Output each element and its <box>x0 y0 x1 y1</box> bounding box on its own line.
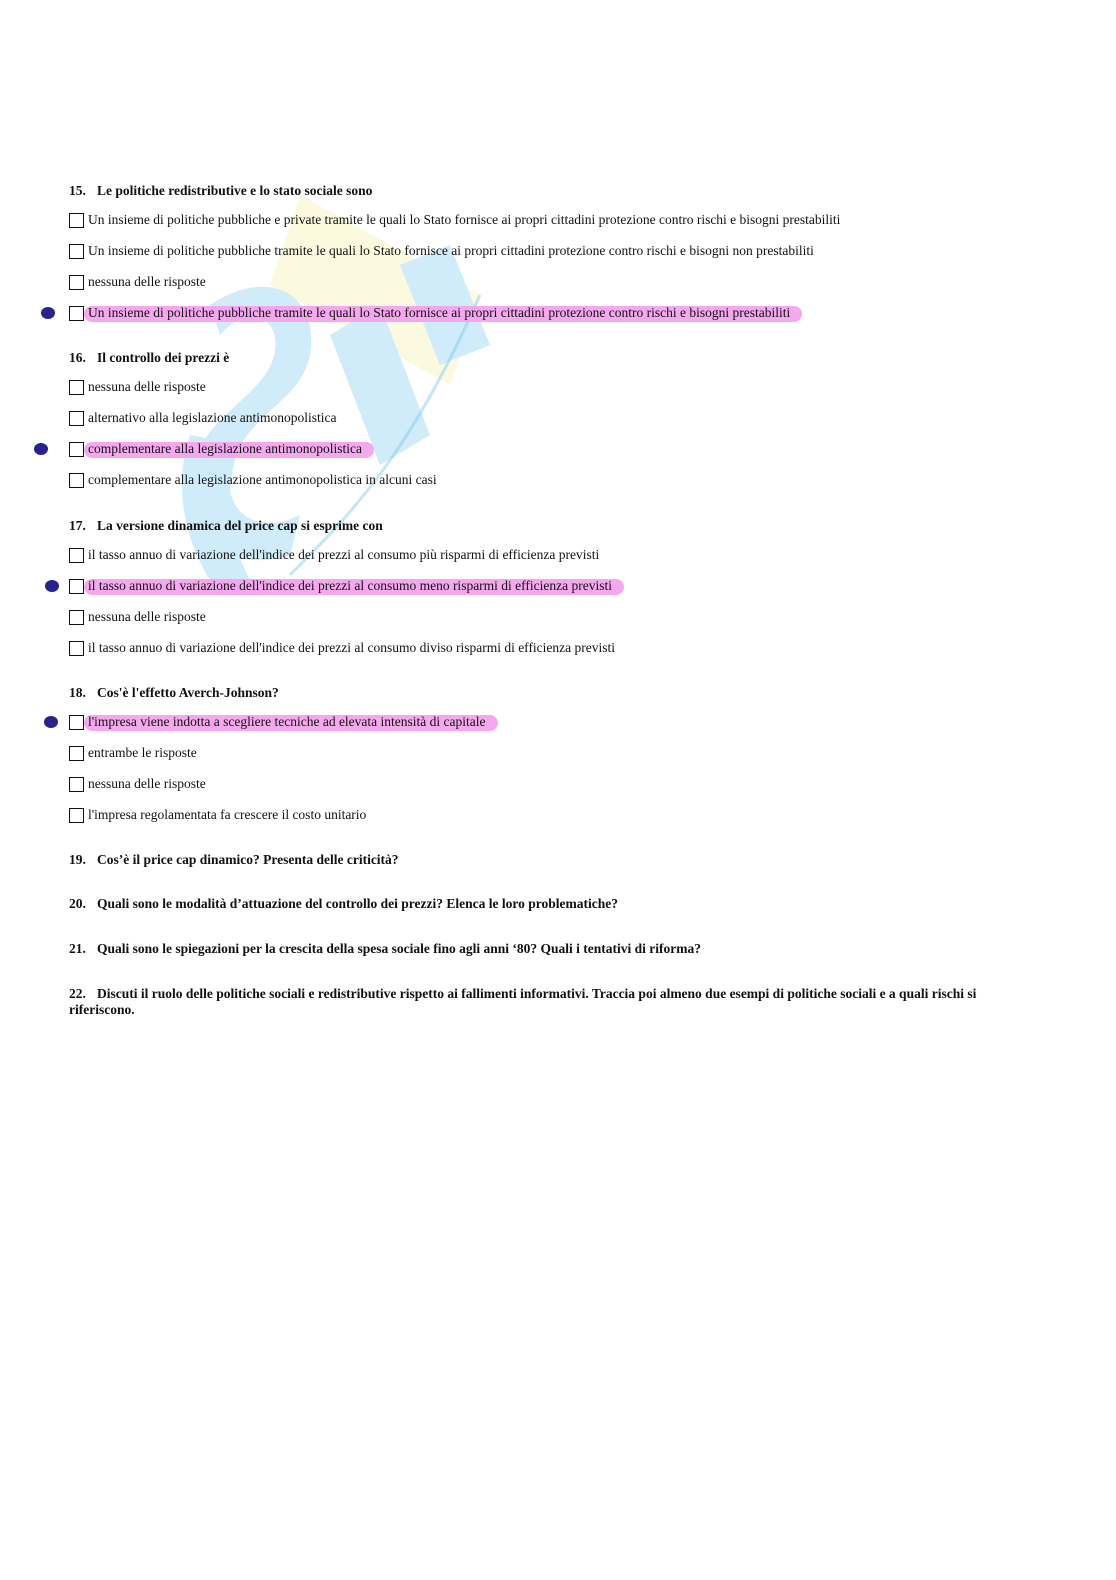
answer-option-label: Un insieme di politiche pubbliche tramite le quali lo Stato fornisce ai propri cittadini protezione contro rischi e bisogni non prestabiliti <box>88 243 814 258</box>
answer-option[interactable] <box>69 304 800 322</box>
answer-option-label: nessuna delle risposte <box>88 609 206 624</box>
answer-checkbox[interactable] <box>69 808 84 823</box>
question-number: 17. <box>69 518 86 533</box>
question-text: La versione dinamica del price cap si esprime con <box>97 518 383 533</box>
answer-option[interactable] <box>69 639 625 657</box>
answer-option[interactable] <box>69 713 496 731</box>
answer-checkbox[interactable] <box>69 473 84 488</box>
answer-option[interactable] <box>69 744 207 762</box>
question-text: Il controllo dei prezzi è <box>97 350 230 365</box>
answer-option[interactable] <box>69 577 622 595</box>
answer-option-label: nessuna delle risposte <box>88 274 206 289</box>
open-question <box>69 852 399 868</box>
question-number: 16. <box>69 350 86 365</box>
question-title <box>69 183 372 199</box>
answer-checkbox[interactable] <box>69 641 84 656</box>
answer-option-label: complementare alla legislazione antimonopolistica in alcuni casi <box>88 472 437 487</box>
answer-option[interactable] <box>69 211 850 229</box>
answer-checkbox[interactable] <box>69 548 84 563</box>
answer-checkbox[interactable] <box>69 380 84 395</box>
answer-option[interactable] <box>69 471 447 489</box>
question-number: 18. <box>69 685 86 700</box>
answer-option[interactable] <box>69 440 372 458</box>
question-text: Quali sono le spiegazioni per la crescita della spesa sociale fino agli anni ‘80? Quali i tentativi di riforma? <box>97 941 701 956</box>
answer-option[interactable] <box>69 409 347 427</box>
open-question <box>69 896 618 912</box>
answer-checkbox[interactable] <box>69 411 84 426</box>
answer-option-label: nessuna delle risposte <box>88 776 206 791</box>
answer-option-label: il tasso annuo di variazione dell'indice dei prezzi al consumo diviso risparmi di efficienza previsti <box>88 640 616 655</box>
answer-checkbox[interactable] <box>69 777 84 792</box>
answer-option-label: complementare alla legislazione antimonopolistica <box>88 441 372 457</box>
answer-option-label: il tasso annuo di variazione dell'indice dei prezzi al consumo più risparmi di efficienza previsti <box>88 547 600 562</box>
answer-option[interactable] <box>69 608 216 626</box>
question-text: Quali sono le modalità d’attuazione del controllo dei prezzi? Elenca le loro problematiche? <box>97 896 618 911</box>
answer-option-label: nessuna delle risposte <box>88 379 206 394</box>
open-question <box>69 986 1029 1018</box>
answer-checkbox[interactable] <box>69 715 84 730</box>
question-title <box>69 350 229 366</box>
answer-checkbox[interactable] <box>69 244 84 259</box>
selected-answer-marker <box>45 580 59 592</box>
question-text: Discuti il ruolo delle politiche sociali e redistributive rispetto ai fallimenti informativi. Traccia poi almeno due esempi di politiche sociali e a quali rischi si riferiscono. <box>69 986 977 1017</box>
answer-option-label: l'impresa viene indotta a scegliere tecniche ad elevata intensità di capitale <box>88 714 496 730</box>
answer-checkbox[interactable] <box>69 610 84 625</box>
answer-option[interactable] <box>69 378 216 396</box>
answer-option-label: alternativo alla legislazione antimonopolistica <box>88 410 337 425</box>
answer-checkbox[interactable] <box>69 442 84 457</box>
answer-option-label: l'impresa regolamentata fa crescere il costo unitario <box>88 807 367 822</box>
question-title <box>69 518 383 534</box>
answer-option[interactable] <box>69 242 824 260</box>
answer-checkbox[interactable] <box>69 306 84 321</box>
open-question <box>69 941 701 957</box>
answer-checkbox[interactable] <box>69 275 84 290</box>
answer-option[interactable] <box>69 775 216 793</box>
selected-answer-marker <box>34 443 48 455</box>
question-number: 19. <box>69 852 86 867</box>
answer-option[interactable] <box>69 273 216 291</box>
answer-checkbox[interactable] <box>69 579 84 594</box>
question-text: Le politiche redistributive e lo stato sociale sono <box>97 183 373 198</box>
answer-option-label: entrambe le risposte <box>88 745 197 760</box>
selected-answer-marker <box>41 307 55 319</box>
question-number: 15. <box>69 183 86 198</box>
answer-option-label: Un insieme di politiche pubbliche tramite le quali lo Stato fornisce ai propri cittadini protezione contro rischi e bisogni prestabiliti <box>88 305 800 321</box>
answer-option-label: Un insieme di politiche pubbliche e private tramite le quali lo Stato fornisce ai propri cittadini protezione contro rischi e bisogni prestabiliti <box>88 212 841 227</box>
question-number: 21. <box>69 941 86 956</box>
question-text: Cos'è l'effetto Averch-Johnson? <box>97 685 279 700</box>
question-title <box>69 685 279 701</box>
answer-checkbox[interactable] <box>69 746 84 761</box>
answer-option-label: il tasso annuo di variazione dell'indice dei prezzi al consumo meno risparmi di efficienza previsti <box>88 578 622 594</box>
question-number: 20. <box>69 896 86 911</box>
answer-option[interactable] <box>69 806 376 824</box>
question-text: Cos’è il price cap dinamico? Presenta delle criticità? <box>97 852 399 867</box>
answer-checkbox[interactable] <box>69 213 84 228</box>
selected-answer-marker <box>44 716 58 728</box>
answer-option[interactable] <box>69 546 609 564</box>
question-number: 22. <box>69 986 86 1001</box>
